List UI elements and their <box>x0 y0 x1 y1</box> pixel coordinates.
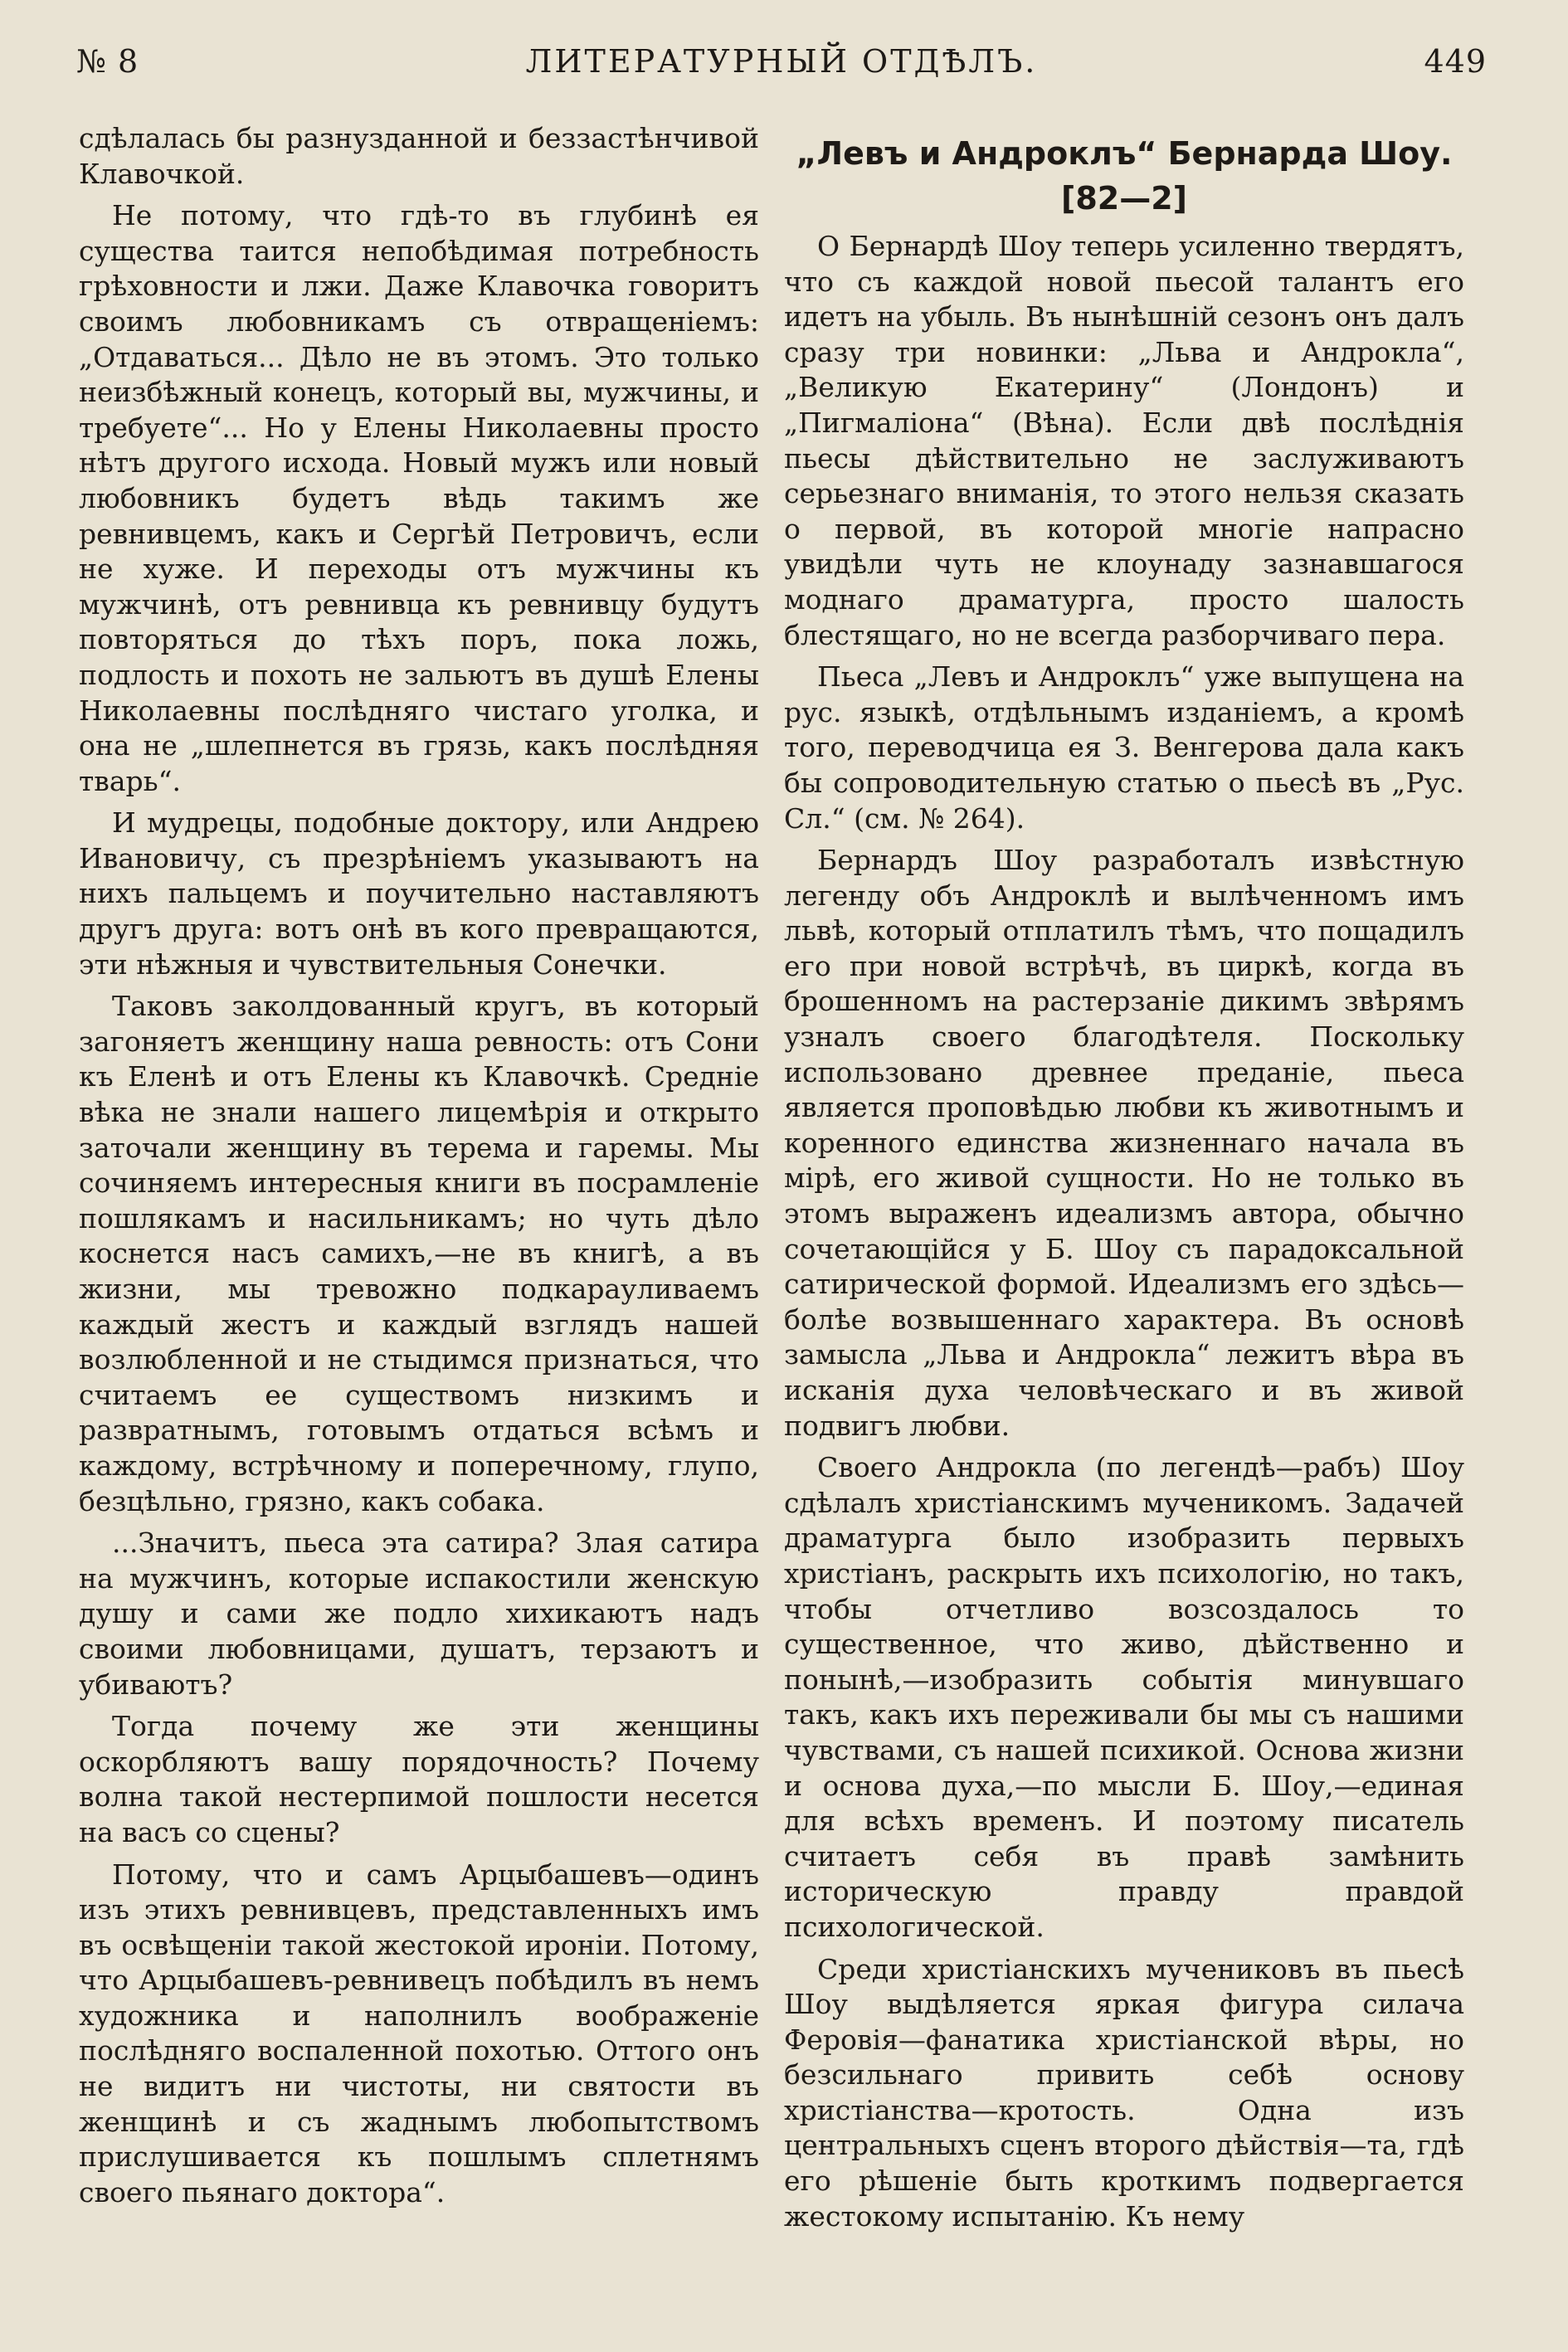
paragraph: ...Значитъ, пьеса эта сатира? Злая сатира на мужчинъ, которые испакостили женскую душу и сами же подло хихикаютъ надъ своими любовницами, душатъ, терзаютъ и убиваютъ? <box>79 1527 759 1701</box>
paragraph: О Бернардѣ Шоу теперь усиленно твердятъ, что съ каждой новой пьесой талантъ его идетъ на убыль. Въ нынѣшній сезонъ онъ далъ сразу три новинки: „Льва и Андрокла“, „Великую Екатерину“ (Лондонъ) и „Пигмаліона“ (Вѣна). Если двѣ послѣднія пьесы дѣйствительно не заслуживаютъ серьезнаго вниманія, то этого нельзя сказать о первой, въ которой многіе напрасно увидѣли чуть не клоунаду зазнавшагося моднаго драматурга, просто шалость блестящаго, но не всегда разборчиваго пера. <box>784 230 1464 651</box>
paragraph: И мудрецы, подобные доктору, или Андрею Ивановичу, съ презрѣніемъ указываютъ на нихъ пальцемъ и поучительно наставляютъ другъ друга: вотъ онѣ въ кого превращаются, эти нѣжныя и чувствительныя Сонечки. <box>79 806 759 981</box>
page-number: 449 <box>1424 43 1487 80</box>
paragraph: Бернардъ Шоу разработалъ извѣстную легенду объ Андроклѣ и вылѣченномъ имъ львѣ, который отплатилъ тѣмъ, что пощадилъ его при новой встрѣчѣ, въ циркѣ, когда въ брошенномъ на растерзаніе дикимъ звѣрямъ узналъ своего благодѣтеля. Поскольку использовано древнее преданіе, пьеса является проповѣдью любви къ животнымъ и коренного единства жизненнаго начала въ мірѣ, его живой сущности. Но не только въ этомъ выраженъ идеализмъ автора, обычно сочетающійся у Б. Шоу съ парадоксальной сатирической формой. Идеализмъ его здѣсь—болѣе возвышеннаго характера. Въ основѣ замысла „Льва и Андрокла“ лежитъ вѣра въ исканія духа человѣческаго и въ живой подвигъ любви. <box>784 844 1464 1442</box>
issue-number: № 8 <box>76 43 139 80</box>
right-column <box>784 121 1464 2328</box>
paragraph: Таковъ заколдованный кругъ, въ который загоняетъ женщину наша ревность: отъ Сони къ Еленѣ и отъ Елены къ Клавочкѣ. Средніе вѣка не знали нашего лицемѣрія и открыто заточали женщину въ терема и гаремы. Мы сочиняемъ интересныя книги въ посрамленіе пошлякамъ и насильникамъ; но чуть дѣло коснется насъ самихъ,—не въ книгѣ, а въ жизни, мы тревожно подкарауливаемъ каждый жестъ и каждый взглядъ нашей возлюбленной и не стыдимся признаться, что считаемъ ее существомъ низкимъ и развратнымъ, готовымъ отдаться всѣмъ и каждому, встрѣчному и поперечному, глупо, безцѣльно, грязно, какъ собака. <box>79 990 759 1517</box>
section-title: ЛИТЕРАТУРНЫЙ ОТДѢЛЪ. <box>525 43 1038 80</box>
paragraph: Тогда почему же эти женщины оскорбляютъ вашу порядочность? Почему волна такой нестерпимой пошлости несется на васъ со сцены? <box>79 1710 759 1848</box>
paragraph: Потому, что и самъ Арцыбашевъ—одинъ изъ этихъ ревнивцевъ, представленныхъ имъ въ освѣщеніи такой жестокой ироніи. Потому, что Арцыбашевъ-ревнивецъ побѣдилъ въ немъ художника и наполнилъ воображеніе послѣдняго воспаленной похотью. Оттого онъ не видитъ ни чистоты, ни святости въ женщинѣ и съ жаднымъ любопытствомъ прислушивается къ пошлымъ сплетнямъ своего пьянаго доктора“. <box>79 1858 759 2208</box>
paragraph: сдѣлалась бы разнузданной и беззастѣнчивой Клавочкой. <box>79 122 759 190</box>
article-code: [82—2] <box>1060 180 1188 217</box>
paragraph: Среди христіанскихъ мучениковъ въ пьесѣ Шоу выдѣляется яркая фигура силача Феровія—фанатика христіанской вѣры, но безсильнаго привить себѣ основу христіанства—кротость. Одна изъ центральныхъ сценъ второго дѣйствія—та, гдѣ его рѣшеніе быть кроткимъ подвергается жестокому испытанію. Къ нему <box>784 1952 1464 2233</box>
page-header <box>76 43 1487 93</box>
article-title: „Левъ и Андроклъ“ Бернарда Шоу. <box>796 135 1453 172</box>
paragraph: Не потому, что гдѣ-то въ глубинѣ ея существа таится непобѣдимая потребность грѣховности и лжи. Даже Клавочка говоритъ своимъ любовникамъ съ отвращеніемъ: „Отдаваться... Дѣло не въ этомъ. Это только неизбѣжный конецъ, который вы, мужчины, и требуете“... Но у Елены Николаевны просто нѣтъ другого исхода. Новый мужъ или новый любовникъ будетъ вѣдь такимъ же ревнивцемъ, какъ и Сергѣй Петровичъ, если не хуже. И переходы отъ мужчины къ мужчинѣ, отъ ревнивца къ ревнивцу будутъ повторяться до тѣхъ поръ, пока ложь, подлость и похоть не зальютъ въ душѣ Елены Николаевны послѣдняго чистаго уголка, и она не „шлепнется въ грязь, какъ послѣдняя тварь“. <box>79 199 759 797</box>
paragraph: Своего Андрокла (по легендѣ—рабъ) Шоу сдѣлалъ христіанскимъ мученикомъ. Задачей драматурга было изобразить первыхъ христіанъ, раскрыть ихъ психологію, но такъ, чтобы отчетливо возсоздалось то существенное, что живо, дѣйственно и понынѣ,—изобразить событія минувшаго такъ, какъ ихъ переживали бы мы съ нашими чувствами, съ нашей психикой. Основа жизни и основа духа,—по мысли Б. Шоу,—единая для всѣхъ временъ. И поэтому писатель считаетъ себя въ правѣ замѣнить историческую правду правдой психологической. <box>784 1451 1464 1943</box>
paragraph: Пьеса „Левъ и Андроклъ“ уже выпущена на рус. языкѣ, отдѣльнымъ изданіемъ, а кромѣ того, переводчица ея З. Венгерова дала какъ бы сопроводительную статью о пьесѣ въ „Рус. Сл.“ (см. № 264). <box>784 660 1464 835</box>
left-column <box>79 121 759 2328</box>
